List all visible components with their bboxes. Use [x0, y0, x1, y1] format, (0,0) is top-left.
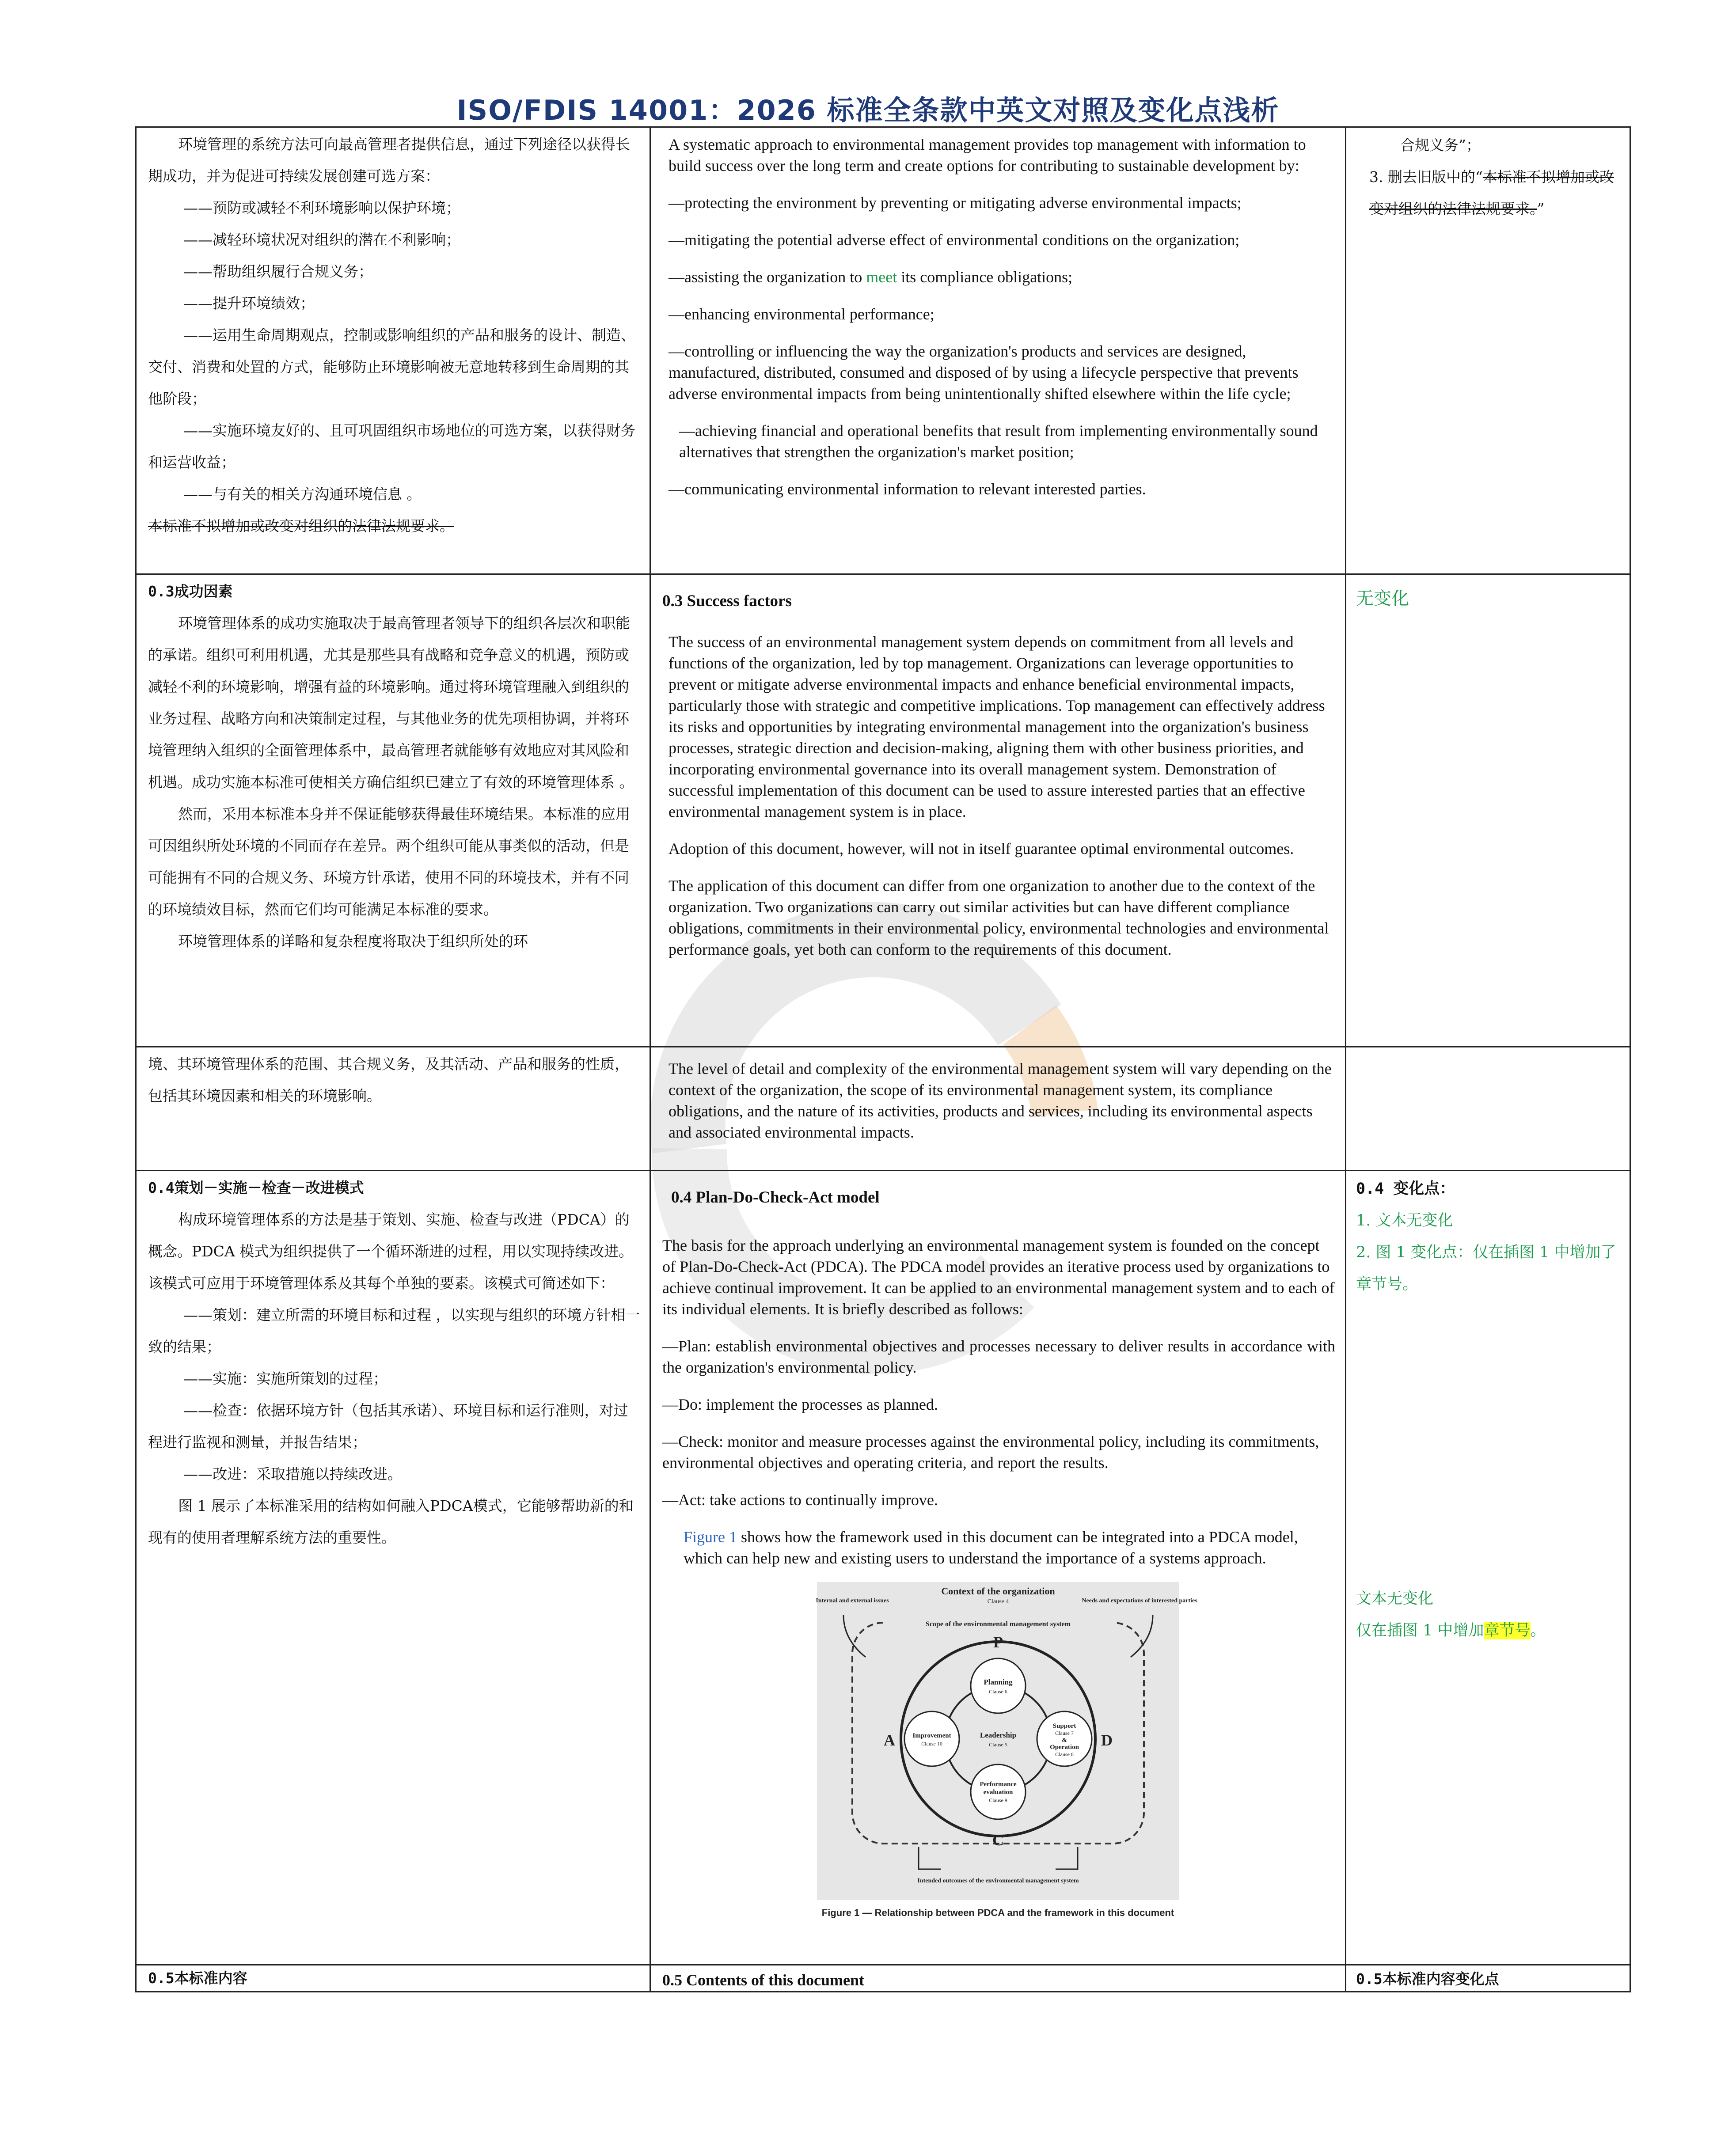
fig-internal-external — [816, 1597, 889, 1604]
notes-item: 2. 图 1 变化点：仅在插图 1 中增加了章节号。 — [1356, 1244, 1616, 1293]
notes-cell — [1346, 1047, 1630, 1171]
en-cell — [650, 574, 1346, 1047]
en-list-item: —Check: monitor and measure processes against the environmental policy, including its commitments, environmental objectives and operating criteria, and report the results. — [662, 1433, 1319, 1472]
figure-ref-text: shows how the framework used in this document can be integrated into a PDCA model, which can help new and existing users to understand the importance of a systems approach. — [684, 1528, 1298, 1567]
en-section-heading: 0.5 Contents of this document — [662, 1971, 865, 1989]
fig-leadership-label: Leadership — [980, 1731, 1016, 1739]
table-row — [136, 1965, 1630, 1992]
zh-cell — [136, 1171, 650, 1965]
notes-cell — [1346, 1965, 1630, 1992]
fig-needs-label: Needs and expectations of interested parties — [1081, 1597, 1197, 1604]
zh-list-item: ——改进：采取措施以持续改进。 — [183, 1465, 402, 1483]
notes-item — [1356, 1615, 1620, 1647]
zh-list-item: ——实施环境友好的、且可巩固组织市场地位的可选方案，以获得财务和运营收益； — [148, 422, 635, 471]
en-paragraph: A systematic approach to environmental management provides top management with information to build success over the long term and create options for contributing to sustainable development by: — [669, 136, 1306, 175]
en-cell — [650, 1171, 1346, 1965]
en-section-heading: 0.4 Plan-Do-Check-Act model — [671, 1188, 880, 1206]
fig-operation-label: Operation — [1049, 1744, 1079, 1751]
zh-section-heading: 0.4策划－实施－检查－改进模式 — [148, 1179, 364, 1196]
en-list-item: —achieving financial and operational benefits that result from implementing environmentally sound alternatives that strengthen the organization's market position; — [679, 422, 1318, 461]
figure-link[interactable]: Figure 1 — [684, 1528, 737, 1546]
en-section-heading: 0.3 Success factors — [662, 592, 792, 610]
zh-list-item: ——帮助组织履行合规义务； — [183, 263, 373, 280]
notes-text — [1356, 161, 1620, 225]
en-paragraph — [684, 1526, 1335, 1569]
en-paragraph: The basis for the approach underlying an environmental management system is founded on the concept of Plan-Do-Check-Act (PDCA). The PDCA model provides an iterative process used by organizations to achieve continual improvement. It can be applied to an environmental management system and to each of its individual elements. It is briefly described as follows: — [662, 1237, 1335, 1318]
fig-operation-clause: Clause 8 — [1055, 1751, 1074, 1757]
en-list-item — [669, 266, 1335, 288]
zh-cell — [136, 1047, 650, 1171]
en-list-item: —mitigating the potential adverse effect of environmental conditions on the organization; — [669, 231, 1240, 249]
notes-heading: 0.4 变化点： — [1356, 1180, 1455, 1198]
fig-scope-label: Scope of the environmental management system — [925, 1620, 1071, 1628]
fig-support-clause: Clause 7 — [1055, 1730, 1074, 1736]
en-list-item: —Plan: establish environmental objectives and processes necessary to deliver results in accordance with the organization's environmental policy. — [662, 1337, 1335, 1376]
zh-paragraph: 环境管理体系的详略和复杂程度将取决于组织所处的环 — [178, 933, 528, 950]
en-paragraph: The application of this document can differ from one organization to another due to the context of the organization. Two organizations can carry out similar activities but can have different compliance obligations, commitments in their environmental policy, environmental technologies and environmental performance goals, yet both can conform to the requirements of this document. — [669, 877, 1329, 958]
notes-struck-text: 本标准不拟增加或改变对组织的法律法规要求。 — [1369, 168, 1614, 217]
table-row — [136, 1047, 1630, 1171]
zh-paragraph: 环境管理的系统方法可向最高管理者提供信息，通过下列途径以获得长期成功，并为促进可持续发展创建可选方案： — [148, 136, 630, 185]
fig-performance-clause: Clause 9 — [988, 1797, 1007, 1803]
fig-label-p: P — [993, 1633, 1003, 1651]
zh-list-item: ——提升环境绩效； — [183, 295, 315, 312]
en-cell — [650, 1047, 1346, 1171]
en-paragraph: Adoption of this document, however, will not in itself guarantee optimal environmental outcomes. — [669, 840, 1294, 857]
zh-paragraph: 环境管理体系的成功实施取决于最高管理者领导下的组织各层次和职能的承诺。组织可利用机遇，尤其是那些具有战略和竞争意义的机遇，预防或减轻不利的环境影响，增强有益的环境影响。通过将环境管理融入到组织的业务过程、战略方向和决策制定过程，与其他业务的优先项相协调，并将环境管理纳入组织的全面管理体系中，最高管理者就能够有效地应对其风险和机遇。成功实施本标准可使相关方确信组织已建立了有效的环境管理体系 。 — [148, 615, 634, 791]
fig-label-d: D — [1101, 1731, 1113, 1749]
table-row — [136, 127, 1630, 574]
zh-paragraph: 图 1 展示了本标准采用的结构如何融入PDCA模式，它能够帮助新的和现有的使用者理解系统方法的重要性。 — [148, 1497, 634, 1546]
notes-cell — [1346, 127, 1630, 574]
zh-struck-text: 本标准不拟增加或改变对组织的法律法规要求。 — [148, 517, 454, 535]
en-list-item: —enhancing environmental performance; — [669, 305, 934, 323]
zh-list-item: ——预防或减轻不利环境影响以保护环境； — [183, 199, 460, 216]
page-title: ISO/FDIS 14001：2026 标准全条款中英文对照及变化点浅析 — [456, 94, 1280, 126]
zh-paragraph: 境、其环境管理体系的范围、其合规义务，及其活动、产品和服务的性质，包括其环境因素和相关的环境影响。 — [148, 1055, 629, 1104]
fig-context-title: Context of the organization — [941, 1586, 1055, 1597]
en-cell — [650, 127, 1346, 574]
zh-paragraph: 构成环境管理体系的方法是基于策划、实施、检查与改进（PDCA）的概念。PDCA 模式为组织提供了一个循环渐进的过程，用以实现持续改进。该模式可应用于环境管理体系及其每个单独的要素。该模式可简述如下： — [148, 1211, 634, 1292]
zh-list-item: ——检查：依据环境方针（包括其承诺）、环境目标和运行准则，对过程进行监视和测量，并报告结果； — [148, 1402, 628, 1451]
notes-cell — [1346, 1171, 1630, 1965]
fig-label-c: C — [992, 1831, 1004, 1849]
en-list-item: —protecting the environment by preventing or mitigating adverse environmental impacts; — [669, 194, 1242, 212]
notes-heading: 0.5本标准内容变化点 — [1356, 1970, 1499, 1988]
notes-suffix: 。 — [1530, 1622, 1546, 1639]
fig-improvement-label: Improvement — [912, 1732, 951, 1739]
zh-cell — [136, 1965, 650, 1992]
en-cell — [650, 1965, 1346, 1992]
table-row — [136, 574, 1630, 1047]
fig-planning-clause: Clause 6 — [988, 1688, 1007, 1695]
en-paragraph: The success of an environmental management system depends on commitment from all levels and functions of the organization, led by top management. Organizations can leverage opportunities to prevent or mitigate adverse environmental impacts and enhance beneficial environmental impacts, particularly those with strategic and competitive implications. Top management can effectively address its risks and opportunities by integrating environmental management into the organization's business processes, strategic direction and decision-making, aligning them with other business priorities, and incorporating environmental governance into its overall management system. Demonstration of successful implementation of this document can be used to assure interested parties that an effective environmental management system is in place. — [669, 633, 1325, 820]
assist-text: —assisting the organization to — [669, 268, 866, 286]
notes-item: 文本无变化 — [1356, 1590, 1434, 1608]
highlight-chapter-number: 章节号 — [1484, 1622, 1531, 1639]
fig-improvement-clause: Clause 10 — [921, 1741, 942, 1747]
zh-list-item: ——与有关的相关方沟通环境信息 。 — [183, 486, 422, 503]
comparison-table — [135, 126, 1631, 1992]
en-list-item: —communicating environmental information to relevant interested parties. — [669, 480, 1146, 498]
zh-section-heading: 0.5本标准内容 — [148, 1969, 247, 1987]
highlight-meet: meet — [866, 268, 897, 286]
zh-list-item: ——实施：实施所策划的过程； — [183, 1370, 387, 1387]
fig-evaluation-label: evaluation — [983, 1789, 1013, 1796]
fig-internal-label: Internal and external issues — [815, 1597, 889, 1604]
notes-text: 合规义务”； — [1400, 137, 1481, 154]
figure-background — [817, 1582, 1179, 1900]
en-list-item: —Do: implement the processes as planned. — [662, 1396, 938, 1413]
assist-text-end: its compliance obligations; — [897, 268, 1073, 286]
figure-caption: Figure 1 — Relationship between PDCA and the framework in this document — [821, 1907, 1174, 1918]
fig-support-label: Support — [1052, 1722, 1076, 1730]
zh-list-item: ——运用生命周期观点，控制或影响组织的产品和服务的设计、制造、交付、消费和处置的方式，能够防止环境影响被无意地转移到生命周期的其他阶段； — [148, 326, 635, 407]
notes-item: 1. 文本无变化 — [1356, 1212, 1453, 1229]
fig-outcomes-label: Intended outcomes of the environmental management system — [917, 1878, 1079, 1884]
zh-section-heading: 0.3成功因素 — [148, 583, 233, 600]
en-list-item: —controlling or influencing the way the organization's products and services are designed, manufactured, distributed, consumed and disposed of by using a lifecycle perspective that prevents adverse environmental impacts from being unintentionally shifted elsewhere within the life cycle; — [669, 342, 1299, 402]
fig-label-a: A — [883, 1731, 895, 1749]
zh-list-item: ——减轻环境状况对组织的潜在不利影响； — [183, 231, 460, 248]
pdca-figure — [815, 1582, 1197, 1900]
zh-cell — [136, 127, 650, 574]
en-list-item: —Act: take actions to continually improve. — [662, 1491, 938, 1509]
fig-amp-label: & — [1061, 1737, 1067, 1744]
zh-paragraph: 然而，采用本标准本身并不保证能够获得最佳环境结果。本标准的应用可因组织所处环境的不同而存在差异。两个组织可能从事类似的活动，但是可能拥有不同的合规义务、环境方针承诺，使用不同的环境技术，并有不同的环境绩效目标，然而它们均可能满足本标准的要求。 — [148, 805, 630, 918]
en-paragraph: The level of detail and complexity of the environmental management system will vary depending on the context of the organization, the scope of its environmental management system, its compliance obligations, and the nature of its activities, products and services, including its environmental aspects and associated environmental impacts. — [669, 1060, 1332, 1141]
fig-context-clause: Clause 4 — [987, 1598, 1009, 1605]
notes-suffix: ” — [1537, 200, 1545, 217]
fig-performance-label: Performance — [979, 1781, 1017, 1788]
zh-cell — [136, 574, 650, 1047]
zh-list-item: ——策划：建立所需的环境目标和过程 ，以实现与组织的环境方针相一致的结果； — [148, 1306, 640, 1355]
fig-planning-label: Planning — [983, 1678, 1013, 1686]
notes-prefix: 仅在插图 1 中增加 — [1356, 1622, 1484, 1639]
no-change-note: 无变化 — [1356, 588, 1409, 609]
notes-prefix: 3. 删去旧版中的“ — [1369, 168, 1483, 186]
table-row — [136, 1171, 1630, 1965]
fig-leadership-clause: Clause 5 — [988, 1741, 1007, 1748]
notes-cell — [1346, 574, 1630, 1047]
